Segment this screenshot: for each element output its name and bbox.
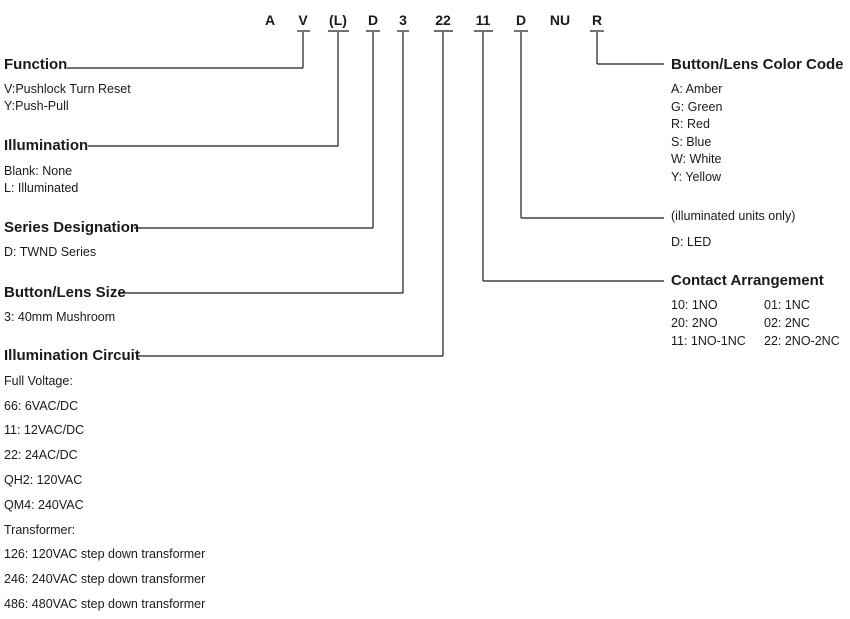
circuit-option: 22: 24AC/DC bbox=[4, 448, 78, 462]
color-option: A: Amber bbox=[671, 82, 723, 96]
function-option: Y:Push-Pull bbox=[4, 99, 69, 113]
code-part-r: R bbox=[591, 12, 603, 28]
circuit-option: QM4: 240VAC bbox=[4, 498, 84, 512]
function-heading: Function bbox=[4, 56, 68, 73]
code-part-a: A bbox=[264, 12, 276, 28]
code-part-nu: NU bbox=[549, 12, 571, 28]
circuit-option: 246: 240VAC step down transformer bbox=[4, 572, 206, 586]
color-option: Y: Yellow bbox=[671, 170, 722, 184]
contact-option: 01: 1NC bbox=[764, 298, 810, 312]
illumination-option: Blank: None bbox=[4, 164, 73, 178]
contact-option: 20: 2NO bbox=[671, 316, 718, 330]
circuit-option: 126: 120VAC step down transformer bbox=[4, 547, 206, 561]
contact-option: 02: 2NC bbox=[764, 316, 810, 330]
circuit-option: Transformer: bbox=[4, 523, 76, 537]
color-option: W: White bbox=[671, 152, 722, 166]
circuit-option: 486: 480VAC step down transformer bbox=[4, 597, 206, 611]
code-part-22: 22 bbox=[435, 12, 451, 28]
contact-option: 11: 1NO-1NC bbox=[671, 334, 746, 348]
color-option: R: Red bbox=[671, 117, 710, 131]
code-part-d2: D bbox=[515, 12, 527, 28]
contact-option: 22: 2NO-2NC bbox=[764, 334, 840, 348]
led-note: (illuminated units only) bbox=[671, 209, 796, 223]
color-heading: Button/Lens Color Code bbox=[671, 56, 844, 73]
circuit-option: QH2: 120VAC bbox=[4, 473, 83, 487]
color-option: G: Green bbox=[671, 100, 723, 114]
color-option: S: Blue bbox=[671, 135, 712, 149]
code-part-d: D bbox=[367, 12, 379, 28]
code-part-v: V bbox=[298, 12, 308, 28]
circuit-option: Full Voltage: bbox=[4, 374, 73, 388]
code-part-l: (L) bbox=[329, 12, 347, 28]
code-part-11: 11 bbox=[475, 12, 491, 28]
circuit-option: 66: 6VAC/DC bbox=[4, 399, 79, 413]
code-part-3: 3 bbox=[399, 12, 407, 28]
function-option: V:Pushlock Turn Reset bbox=[4, 82, 131, 96]
size-option: 3: 40mm Mushroom bbox=[4, 310, 116, 324]
circuit-heading: Illumination Circuit bbox=[4, 347, 140, 364]
illumination-option: L: Illuminated bbox=[4, 181, 79, 195]
series-heading: Series Designation bbox=[4, 219, 140, 236]
contact-option: 10: 1NO bbox=[671, 298, 718, 312]
illumination-heading: Illumination bbox=[4, 137, 89, 154]
series-option: D: TWND Series bbox=[4, 245, 97, 259]
circuit-option: 11: 12VAC/DC bbox=[4, 423, 85, 437]
led-option: D: LED bbox=[671, 235, 712, 249]
contact-heading: Contact Arrangement bbox=[671, 272, 824, 289]
size-heading: Button/Lens Size bbox=[4, 284, 126, 301]
